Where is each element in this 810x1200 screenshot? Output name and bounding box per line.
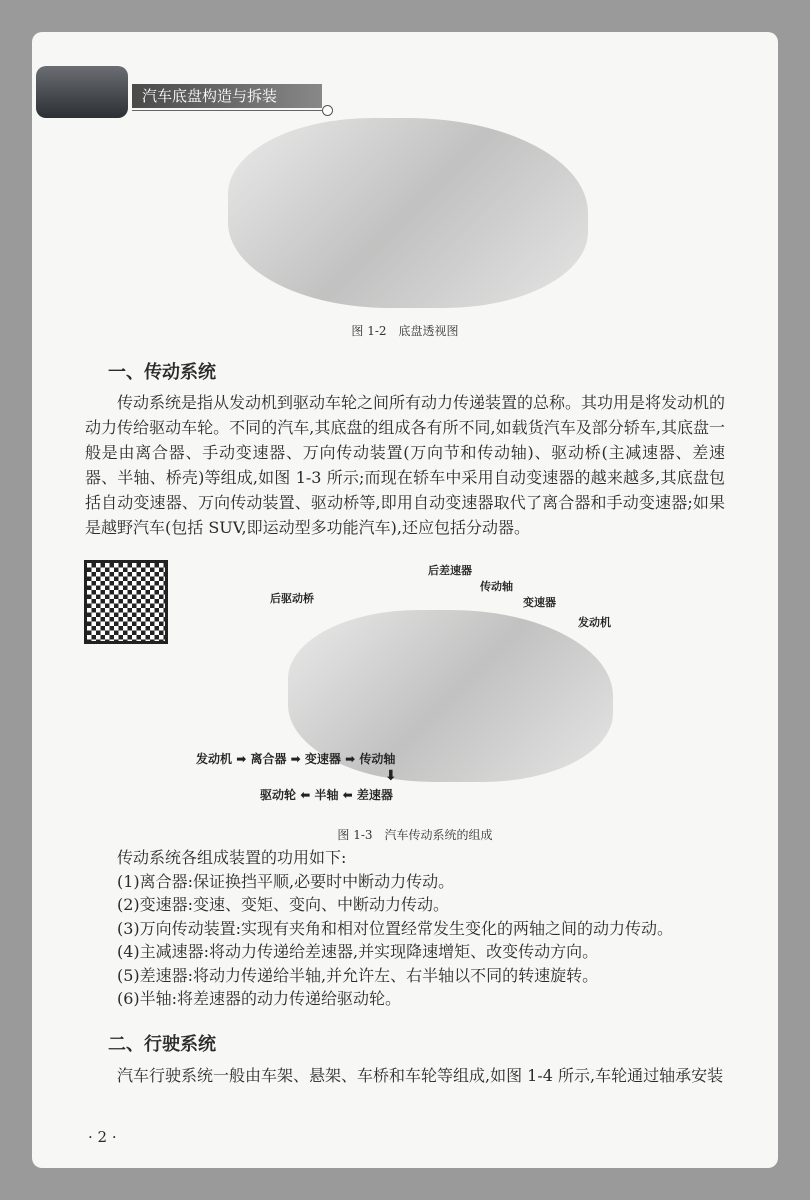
- qr-code[interactable]: [84, 560, 168, 644]
- section-2-paragraph: 汽车行驶系统一般由车架、悬架、车桥和车轮等组成,如图 1-4 所示,车轮通过轴承安装: [117, 1066, 724, 1085]
- figure-1-2-caption: 图 1-2 底盘透视图: [351, 324, 459, 338]
- flow-down-arrow-icon: ⬇: [385, 768, 397, 784]
- header-divider: [132, 110, 322, 111]
- header-circle-icon: [322, 105, 333, 116]
- chassis-cutaway-image: [228, 118, 588, 308]
- flow-row-1: 发动机 ➡ 离合器 ➡ 变速器 ➡ 传动轴: [196, 752, 396, 766]
- section-1-heading: 一、传动系统: [108, 362, 216, 383]
- list-item: (4)主减速器:将动力传递给差速器,并实现降速增矩、改变传动方向。: [117, 942, 599, 961]
- list-item: (3)万向传动装置:实现有夹角和相对位置经常发生变化的两轴之间的动力传动。: [117, 918, 674, 938]
- section-1-paragraph: 传动系统是指从发动机到驱动车轮之间所有动力传递装置的总称。其功用是将发动机的动力传给驱动车轮。不同的汽车,其底盘的组成各有所不同,如载货汽车及部分轿车,其底盘一般是由离合器、手动变速器、万向传动装置(万向节和传动轴)、驱动桥(主减速器、差速器、半轴、桥壳)等组成,如图 1-3 所示;而现在轿车中采用自动变速器的越来越多,其底盘包括自动变速器、万向传动装置、驱动桥等,即用自动变速器取代了离合器和手动变速器;如果是越野汽车(包括 SUV,即运动型多功能汽车),还应包括分动器。: [85, 393, 726, 537]
- book-title: 汽车底盘构造与拆装: [132, 84, 322, 108]
- label-engine: 发动机: [578, 616, 611, 629]
- functions-list: [85, 846, 725, 1011]
- label-drive-shaft: 传动轴: [480, 580, 513, 593]
- page-number: · 2 ·: [88, 1128, 117, 1146]
- list-item: (5)差速器:将动力传递给半轴,并允许左、右半轴以不同的转速旋转。: [117, 965, 599, 985]
- label-gearbox: 变速器: [523, 596, 556, 609]
- header-car-thumbnail: [36, 66, 128, 118]
- figure-1-3-caption: 图 1-3 汽车传动系统的组成: [337, 828, 493, 842]
- section-2-heading: 二、行驶系统: [108, 1034, 216, 1055]
- list-item: (6)半轴:将差速器的动力传递给驱动轮。: [117, 989, 402, 1008]
- functions-intro: 传动系统各组成装置的功用如下:: [117, 848, 347, 867]
- list-item: (1)离合器:保证换挡平顺,必要时中断动力传动。: [117, 871, 455, 891]
- list-item: (2)变速器:变速、变矩、变向、中断动力传动。: [117, 895, 450, 914]
- label-rear-differential: 后差速器: [428, 564, 472, 577]
- flow-row-2: 驱动轮 ⬅ 半轴 ⬅ 差速器: [260, 788, 393, 802]
- label-rear-drive-axle: 后驱动桥: [270, 592, 314, 605]
